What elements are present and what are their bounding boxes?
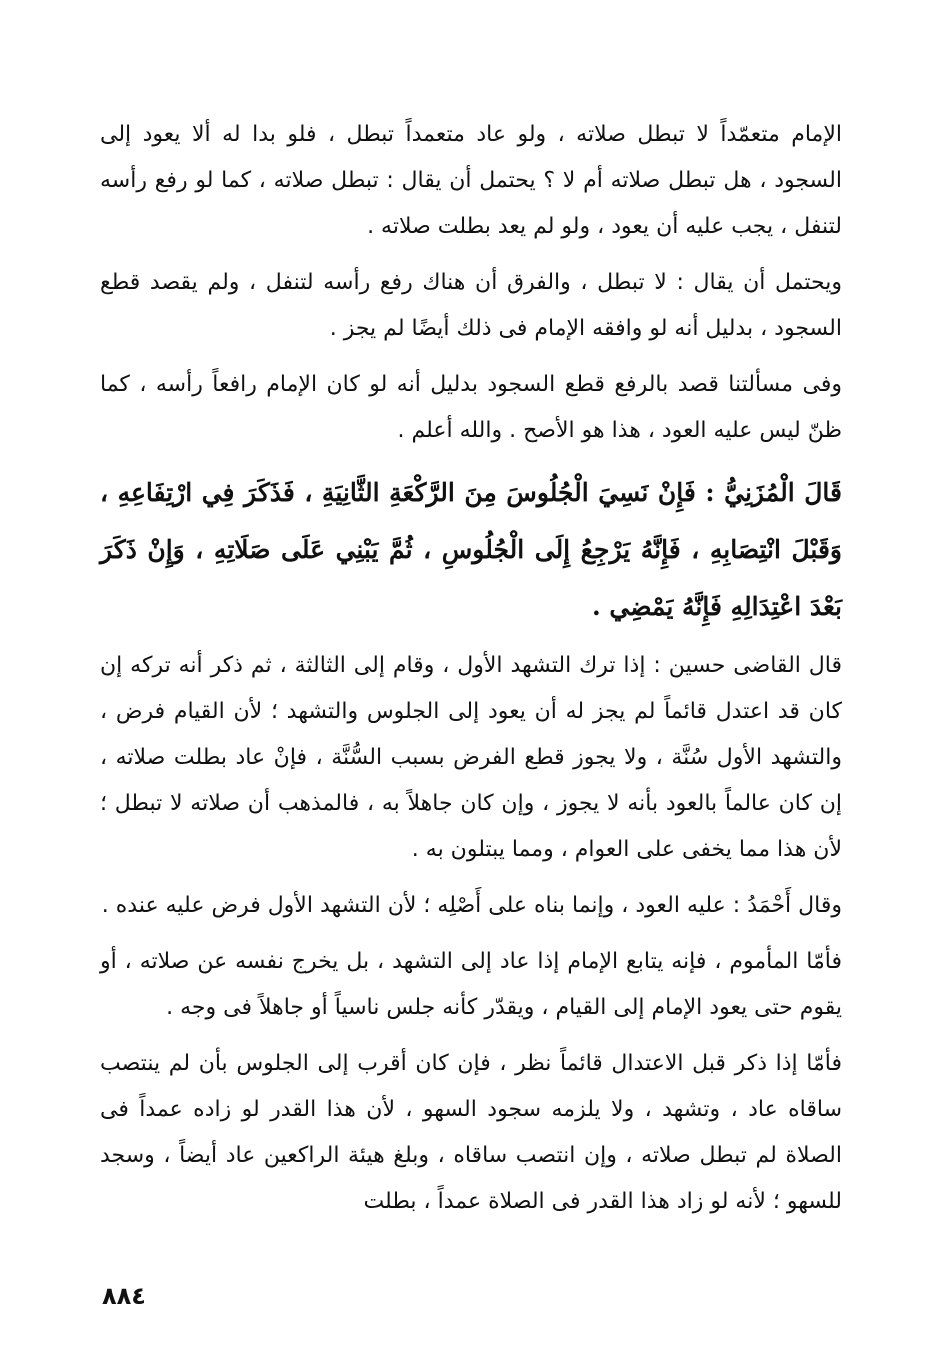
page-number: ٨٨٤ bbox=[102, 1282, 146, 1310]
paragraph-alternative-view: ويحتمل أن يقال : لا تبطل ، والفرق أن هناك رفع رأسه لتنفل ، ولم يقصد قطع السجود ، بدليل أنه لو وافقه الإمام فى ذلك أيضًا لم يجز . bbox=[100, 270, 842, 341]
page-body bbox=[100, 112, 842, 1235]
paragraph-our-issue: وفى مسألتنا قصد بالرفع قطع السجود بدليل أنه لو كان الإمام رافعاً رأسه ، كما ظنّ ليس عليه العود ، هذا هو الأصح . والله أعلم . bbox=[100, 372, 842, 443]
paragraph-continuation: الإمام متعمّداً لا تبطل صلاته ، ولو عاد متعمداً تبطل ، فلو بدا له ألا يعود إلى السجود ، هل تبطل صلاته أم لا ؟ يحتمل أن يقال : تبطل صلاته ، كما لو رفع رأسه لتنفل ، يجب عليه أن يعود ، ولو لم يعد بطلت صلاته . bbox=[100, 122, 842, 239]
paragraph-mamum: فأمّا المأموم ، فإنه يتابع الإمام إذا عاد إلى التشهد ، بل يخرج نفسه عن صلاته ، أو يقوم حتى يعود الإمام إلى القيام ، ويقدّر كأنه جلس ناسياً أو جاهلاً فى وجه . bbox=[100, 949, 842, 1020]
paragraph-qadi-husayn: قال القاضى حسين : إذا ترك التشهد الأول ، وقام إلى الثالثة ، ثم ذكر أنه تركه إن كان قد اعتدل قائماً لم يجز له أن يعود إلى الجلوس والتشهد ؛ لأن القيام فرض ، والتشهد الأول سُنَّة ، ولا يجوز قطع الفرض بسبب السُّنَّة ، فإنْ عاد بطلت صلاته ، إن كان عالماً بالعود بأنه لا يجوز ، وإن كان جاهلاً به ، فالمذهب أن صلاته لا تبطل ؛ لأن هذا مما يخفى على العوام ، ومما يبتلون به . bbox=[100, 653, 842, 862]
paragraph-before-standing: فأمّا إذا ذكر قبل الاعتدال قائماً نظر ، فإن كان أقرب إلى الجلوس بأن لم ينتصب ساقاه عاد ، وتشهد ، ولا يلزمه سجود السهو ، لأن هذا القدر لو زاده عمداً فى الصلاة لم تبطل صلاته ، وإن انتصب ساقاه ، وبلغ هيئة الراكعين عاد أيضاً ، وسجد للسهو ؛ لأنه لو زاد هذا القدر فى الصلاة عمداً ، بطلت bbox=[100, 1051, 842, 1214]
paragraph-muzani-quote: قَالَ الْمُزَنِيُّ : فَإِنْ نَسِيَ الْجُلُوسَ مِنَ الرَّكْعَةِ الثَّانِيَةِ ، فَذَكَرَ فِي ارْتِفَاعِهِ ، وَقَبْلَ انْتِصَابِهِ ، فَإِنَّهُ يَرْجِعُ إِلَى الْجُلُوسِ ، ثُمَّ يَبْنِي عَلَى صَلَاتِهِ ، وَإِنْ ذَكَرَ بَعْدَ اعْتِدَالِهِ فَإِنَّهُ يَمْضِي . bbox=[100, 478, 842, 621]
paragraph-ahmad: وقال أَحْمَدُ : عليه العود ، وإنما بناه على أَصْلِه ؛ لأن التشهد الأول فرض عليه عنده . bbox=[101, 893, 842, 918]
